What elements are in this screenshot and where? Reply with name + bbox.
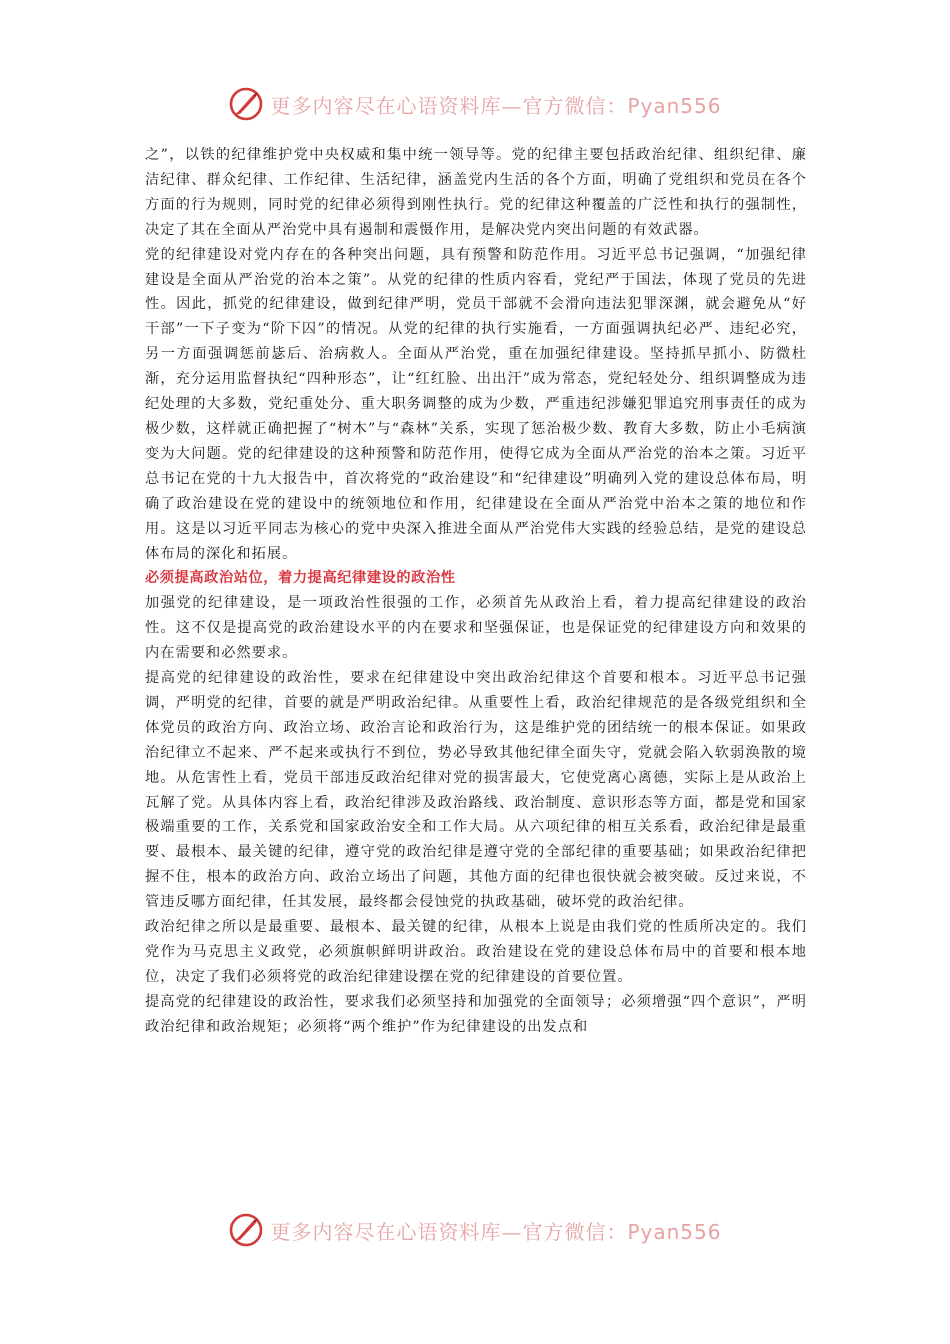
paragraph: 提高党的纪律建设的政治性，要求我们必须坚持和加强党的全面领导；必须增强“四个意识”，严明政治纪律和政治规矩；必须将“两个维护”作为纪律建设的出发点和 — [145, 993, 807, 1035]
footer-watermark-banner — [0, 1210, 950, 1250]
header-watermark-banner — [0, 84, 950, 124]
watermark-wechat: 官方微信：Pyan556 — [522, 93, 722, 118]
feather-pen-logo-icon — [228, 86, 264, 122]
watermark-site-name: 更多内容尽在心语资料库— — [270, 93, 523, 118]
paragraph: 政治纪律之所以是最重要、最根本、最关键的纪律，从根本上说是由我们党的性质所决定的。我们党作为马克思主义政党，必须旗帜鲜明讲政治。政治建设在党的建设总体布局中的首要和根本地位，决定了我们必须将党的政治纪律建设摆在党的纪律建设的首要位置。 — [145, 919, 807, 985]
watermark-text — [270, 90, 721, 119]
feather-pen-logo-icon — [228, 1212, 264, 1248]
watermark-wechat: 官方微信：Pyan556 — [522, 1219, 722, 1244]
watermark-site-name: 更多内容尽在心语资料库— — [270, 1219, 523, 1244]
document-body — [145, 143, 807, 1040]
section-heading: 必须提高政治站位，着力提高纪律建设的政治性 — [145, 570, 456, 587]
paragraph: 提高党的纪律建设的政治性，要求在纪律建设中突出政治纪律这个首要和根本。习近平总书记强调，严明党的纪律，首要的就是严明政治纪律。从重要性上看，政治纪律规范的是各级党组织和全体党员的政治方向、政治立场、政治言论和政治行为，这是维护党的团结统一的根本保证。如果政治纪律立不起来、严不起来或执行不到位，势必导致其他纪律全面失守，党就会陷入软弱涣散的境地。从危害性上看，党员干部违反政治纪律对党的损害最大，它使党离心离德，实际上是从政治上瓦解了党。从具体内容上看，政治纪律涉及政治路线、政治制度、意识形态等方面，都是党和国家极端重要的工作，关系党和国家政治安全和工作大局。从六项纪律的相互关系看，政治纪律是最重要、最根本、最关键的纪律，遵守党的政治纪律是遵守党的全部纪律的重要基础；如果政治纪律把握不住，根本的政治方向、政治立场出了问题，其他方面的纪律也很快就会被突破。反过来说，不管违反哪方面纪律，任其发展，最终都会侵蚀党的执政基础，破坏党的政治纪律。 — [145, 670, 807, 911]
watermark-text — [270, 1216, 721, 1245]
paragraph: 加强党的纪律建设，是一项政治性很强的工作，必须首先从政治上看，着力提高纪律建设的政治性。这不仅是提高党的政治建设水平的内在要求和坚强保证，也是保证党的纪律建设方向和效果的内在需要和必然要求。 — [145, 595, 807, 662]
paragraph: 党的纪律建设对党内存在的各种突出问题，具有预警和防范作用。习近平总书记强调，“加强纪律建设是全面从严治党的治本之策”。从党的纪律的性质内容看，党纪严于国法，体现了党员的先进性。因此，抓党的纪律建设，做到纪律严明，党员干部就不会滑向违法犯罪深渊，就会避免从“好干部”一下子变为“阶下囚”的情况。从党的纪律的执行实施看，一方面强调执纪必严、违纪必究，另一方面强调惩前毖后、治病救人。全面从严治党，重在加强纪律建设。坚持抓早抓小、防微杜渐，充分运用监督执纪“四种形态”，让“红红脸、出出汗”成为常态，党纪轻处分、组织调整成为违纪处理的大多数，党纪重处分、重大职务调整的成为少数，严重违纪涉嫌犯罪追究刑事责任的成为极少数，这样就正确把握了“树木”与“森林”关系，实现了惩治极少数、教育大多数，防止小毛病演变为大问题。党的纪律建设的这种预警和防范作用，使得它成为全面从严治党的治本之策。习近平总书记在党的十九大报告中，首次将党的“政治建设”和“纪律建设”明确列入党的建设总体布局，明确了政治建设在党的建设中的统领地位和作用，纪律建设在全面从严治党中治本之策的地位和作用。这是以习近平同志为核心的党中央深入推进全面从严治党伟大实践的经验总结，是党的建设总体布局的深化和拓展。 — [145, 246, 807, 562]
paragraph: 之”，以铁的纪律维护党中央权威和集中统一领导等。党的纪律主要包括政治纪律、组织纪律、廉洁纪律、群众纪律、工作纪律、生活纪律，涵盖党内生活的各个方面，明确了党组织和党员在各个方面的行为规则，同时党的纪律必须得到刚性执行。党的纪律这种覆盖的广泛性和执行的强制性，决定了其在全面从严治党中具有遏制和震慑作用，是解决党内突出问题的有效武器。 — [145, 147, 807, 238]
